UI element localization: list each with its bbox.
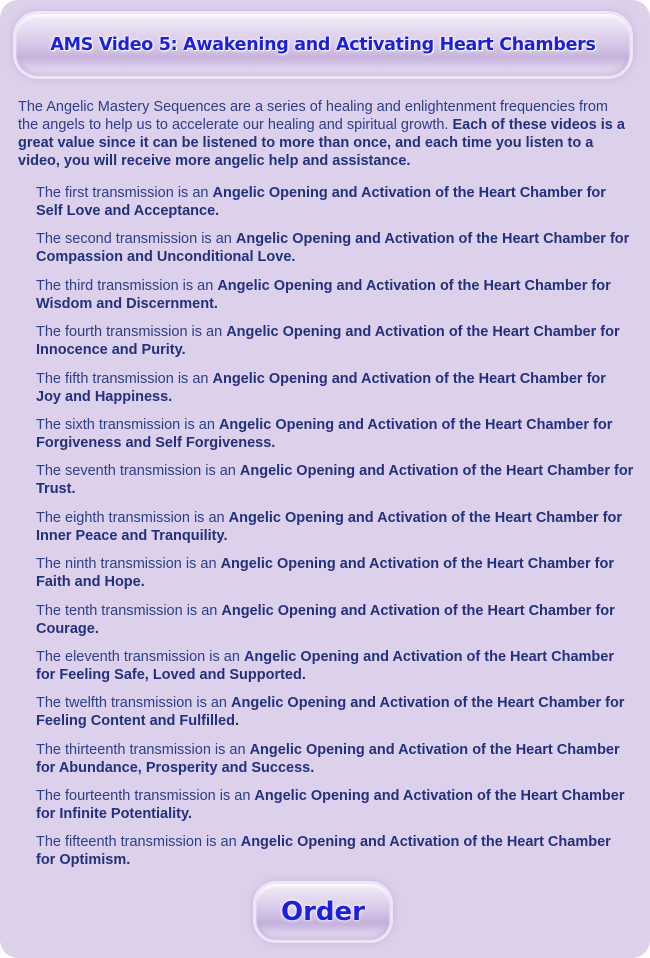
transmission-title: Angelic Opening and Activation of the Heart Chamber for Innocence and Purity. xyxy=(36,324,620,359)
transmission-lead: The second transmission is an xyxy=(36,231,236,248)
transmission-title: Angelic Opening and Activation of the Heart Chamber for Abundance, Prosperity and Success. xyxy=(36,741,620,776)
transmission-lead: The twelfth transmission is an xyxy=(36,695,232,712)
transmission-list xyxy=(36,184,634,880)
transmission-item-11 xyxy=(36,648,634,694)
transmission-title: Angelic Opening and Activation of the Heart Chamber for Faith and Hope. xyxy=(36,556,614,591)
transmission-lead: The eighth transmission is an xyxy=(36,509,229,526)
transmission-lead: The ninth transmission is an xyxy=(36,556,221,573)
transmission-title: Angelic Opening and Activation of the Heart Chamber for Forgiveness and Self Forgiveness. xyxy=(36,416,613,451)
transmission-item-14 xyxy=(36,787,634,833)
transmission-title: Angelic Opening and Activation of the Heart Chamber for Optimism. xyxy=(36,834,611,869)
transmission-item-5 xyxy=(36,370,634,416)
transmission-title: Angelic Opening and Activation of the Heart Chamber for Feeling Content and Fulfilled. xyxy=(36,695,625,730)
intro-text: The Angelic Mastery Sequences are a series of healing and enlightenment frequencies from the angels to help us to accelerate our healing and spiritual growth. xyxy=(18,99,609,133)
transmission-lead: The fifteenth transmission is an xyxy=(36,834,241,851)
transmission-item-6 xyxy=(36,416,634,462)
transmission-lead: The third transmission is an xyxy=(36,277,218,294)
transmission-title: Angelic Opening and Activation of the Heart Chamber for Inner Peace and Tranquility. xyxy=(36,509,623,544)
transmission-item-12 xyxy=(36,694,634,740)
intro-paragraph xyxy=(18,98,632,170)
transmission-lead: The thirteenth transmission is an xyxy=(36,741,250,758)
transmission-item-4 xyxy=(36,323,634,369)
transmission-item-13 xyxy=(36,741,634,787)
transmission-lead: The seventh transmission is an xyxy=(36,463,240,480)
order-button-label: Order xyxy=(281,897,365,927)
transmission-item-3 xyxy=(36,277,634,323)
transmission-lead: The eleventh transmission is an xyxy=(36,648,244,665)
transmission-lead: The first transmission is an xyxy=(36,185,213,201)
transmission-lead: The tenth transmission is an xyxy=(36,602,222,619)
intro-highlight: Each of these videos is a great value since it can be listened to more than once, and each time you listen to a video, you will receive more angelic help and assistance. xyxy=(18,117,625,169)
transmission-title: Angelic Opening and Activation of the Heart Chamber for Joy and Happiness. xyxy=(36,370,606,405)
transmission-item-7 xyxy=(36,462,634,508)
transmission-item-15 xyxy=(36,833,634,879)
transmission-item-9 xyxy=(36,555,634,601)
transmission-title: Angelic Opening and Activation of the Heart Chamber for Feeling Safe, Loved and Supported. xyxy=(36,648,614,683)
transmission-title: Angelic Opening and Activation of the Heart Chamber for Wisdom and Discernment. xyxy=(36,277,611,312)
transmission-title: Angelic Opening and Activation of the Heart Chamber for Infinite Potentiality. xyxy=(36,788,625,823)
transmission-item-8 xyxy=(36,509,634,555)
transmission-lead: The sixth transmission is an xyxy=(36,416,219,433)
transmission-item-2 xyxy=(36,230,634,276)
transmission-lead: The fourteenth transmission is an xyxy=(36,788,255,805)
transmission-title: Angelic Opening and Activation of the Heart Chamber for Trust. xyxy=(36,463,634,498)
transmission-title: Angelic Opening and Activation of the Heart Chamber for Self Love and Acceptance. xyxy=(36,185,606,219)
page-title: AMS Video 5: Awakening and Activating Heart Chambers xyxy=(50,35,596,55)
transmission-title: Angelic Opening and Activation of the Heart Chamber for Compassion and Unconditional Love. xyxy=(36,231,630,266)
transmission-title: Angelic Opening and Activation of the Heart Chamber for Courage. xyxy=(36,602,615,637)
transmission-item-10 xyxy=(36,602,634,648)
transmission-lead: The fourth transmission is an xyxy=(36,324,227,341)
title-banner xyxy=(16,14,630,76)
transmission-lead: The fifth transmission is an xyxy=(36,370,213,387)
order-button[interactable] xyxy=(256,884,390,940)
transmission-item-1 xyxy=(36,184,634,230)
